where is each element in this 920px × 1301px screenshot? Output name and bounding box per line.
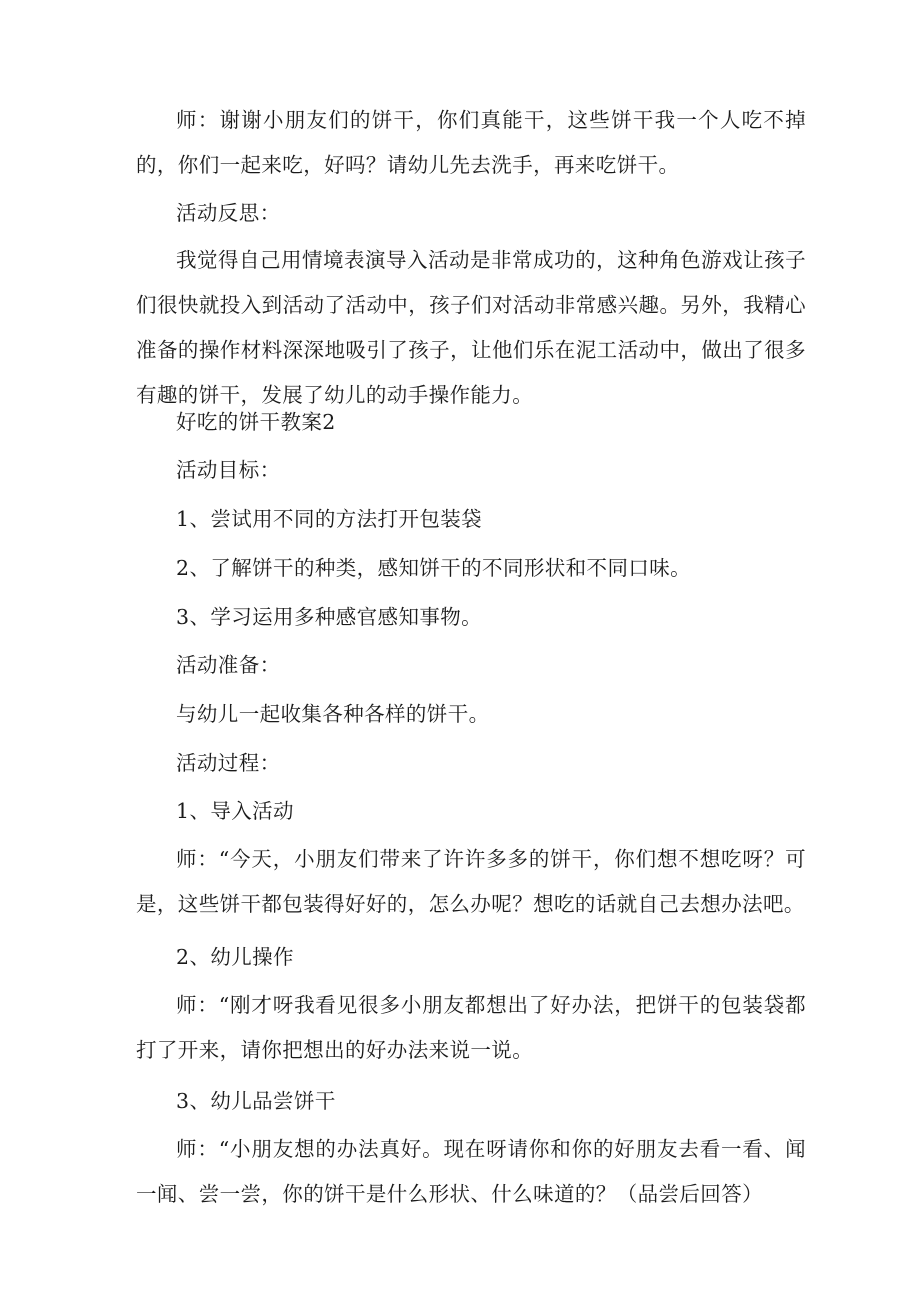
goal-item-1: 1、尝试用不同的方法打开包装袋 xyxy=(176,507,483,531)
heading-activity-goals: 活动目标： xyxy=(176,458,281,482)
paragraph-teacher-thanks: 师：谢谢小朋友们的饼干，你们真能干，这些饼干我一个人吃不掉的，你们一起来吃，好吗？请幼儿先去洗手，再来吃饼干。 xyxy=(136,108,806,177)
step-2-heading: 2、幼儿操作 xyxy=(176,945,294,969)
paragraph-step-2: 师：“刚才呀我看见很多小朋友都想出了好办法，把饼干的包装袋都打了开来，请你把想出的好办法来说一说。 xyxy=(136,993,806,1062)
paragraph-step-1: 师：“今天，小朋友们带来了许许多多的饼干，你们想不想吃呀？可是，这些饼干都包装得好好的，怎么办呢？想吃的话就自己去想办法吧。 xyxy=(136,847,806,916)
heading-activity-process: 活动过程： xyxy=(176,751,281,775)
paragraph-reflection: 我觉得自己用情境表演导入活动是非常成功的，这种角色游戏让孩子们很快就投入到活动了活动中，孩子们对活动非常感兴趣。另外，我精心准备的操作材料深深地吸引了孩子，让他们乐在泥工活动中，做出了很多有趣的饼干，发展了幼儿的动手操作能力。 xyxy=(136,248,806,407)
goal-item-3: 3、学习运用多种感官感知事物。 xyxy=(176,605,483,629)
heading-lesson-plan-2: 好吃的饼干教案2 xyxy=(176,410,336,434)
goal-item-2: 2、了解饼干的种类，感知饼干的不同形状和不同口味。 xyxy=(176,556,692,580)
step-3-heading: 3、幼儿品尝饼干 xyxy=(176,1089,336,1113)
step-1-heading: 1、导入活动 xyxy=(176,799,294,823)
heading-activity-reflection: 活动反思： xyxy=(176,201,281,225)
paragraph-step-3: 师：“小朋友想的办法真好。现在呀请你和你的好朋友去看一看、闻一闻、尝一尝，你的饼干是什么形状、什么味道的？（品尝后回答） xyxy=(136,1137,806,1206)
heading-activity-preparation: 活动准备： xyxy=(176,653,281,677)
paragraph-preparation: 与幼儿一起收集各种各样的饼干。 xyxy=(176,702,490,726)
